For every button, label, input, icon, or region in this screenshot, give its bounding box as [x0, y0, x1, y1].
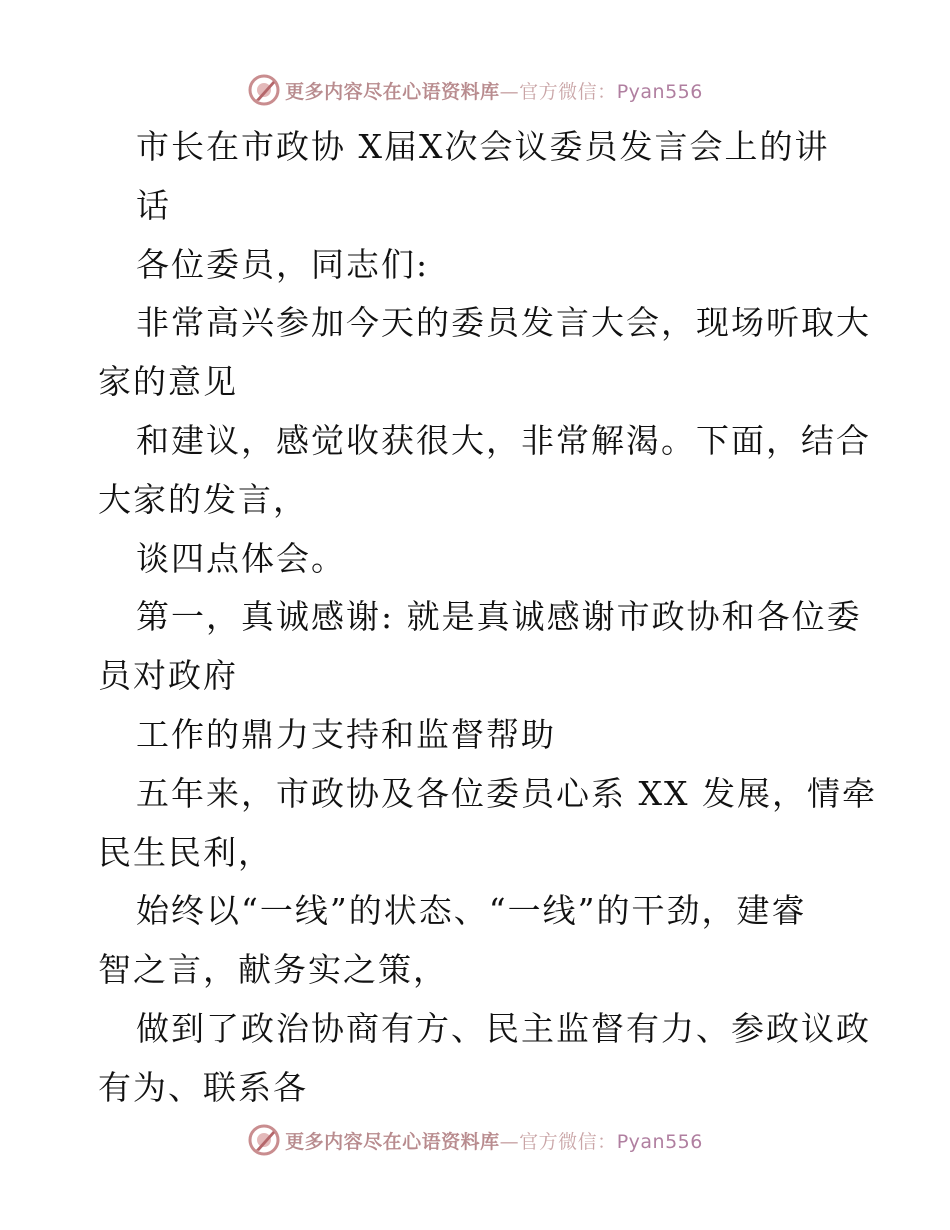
text-line: 谈四点体会。: [136, 538, 346, 578]
watermark-id: Pyan556: [616, 1130, 703, 1153]
watermark-tail: 官方微信：: [519, 1130, 617, 1153]
text-line: 市长在市政协 X届X次会议委员发言会上的讲: [136, 127, 830, 166]
watermark-dash: —: [499, 1130, 520, 1153]
watermark-text: [285, 77, 703, 104]
text-line: 智之言，献务实之策，: [98, 950, 448, 990]
text-line: 工作的鼎力支持和监督帮助: [136, 714, 556, 754]
quill-seal-icon: [247, 73, 281, 107]
text-line: 非常高兴参加今天的委员发言大会，现场听取大: [136, 303, 871, 343]
watermark-main: 更多内容尽在心语资料库: [285, 1130, 500, 1153]
text-line: 和建议，感觉收获很大，非常解渴。下面，结合: [136, 420, 871, 460]
footer-watermark: [0, 1120, 950, 1160]
text-line: 有为、联系各: [98, 1067, 308, 1107]
watermark-tail: 官方微信：: [519, 80, 617, 103]
text-line: 第一，真诚感谢: 就是真诚感谢市政协和各位委: [136, 597, 862, 637]
document-body: [98, 118, 877, 1118]
text-line: 做到了政治协商有方、民主监督有力、参政议政: [136, 1008, 871, 1048]
watermark-text: [285, 1127, 703, 1154]
text-line: 各位委员，同志们:: [136, 244, 430, 284]
text-line: 大家的发言，: [98, 479, 308, 519]
watermark-main: 更多内容尽在心语资料库: [285, 80, 500, 103]
text-line: 民生民利，: [98, 832, 273, 872]
text-line: 始终以“一线”的状态、“一线”的干劲，建睿: [136, 891, 807, 931]
watermark-id: Pyan556: [616, 80, 703, 103]
text-line: 员对政府: [98, 656, 238, 696]
watermark-dash: —: [499, 80, 520, 103]
header-watermark: [0, 70, 950, 110]
text-line: 五年来，市政协及各位委员心系 XX 发展，情牵: [136, 773, 877, 813]
text-line: 话: [136, 185, 171, 225]
text-line: 家的意见: [98, 362, 238, 402]
quill-seal-icon: [247, 1123, 281, 1157]
